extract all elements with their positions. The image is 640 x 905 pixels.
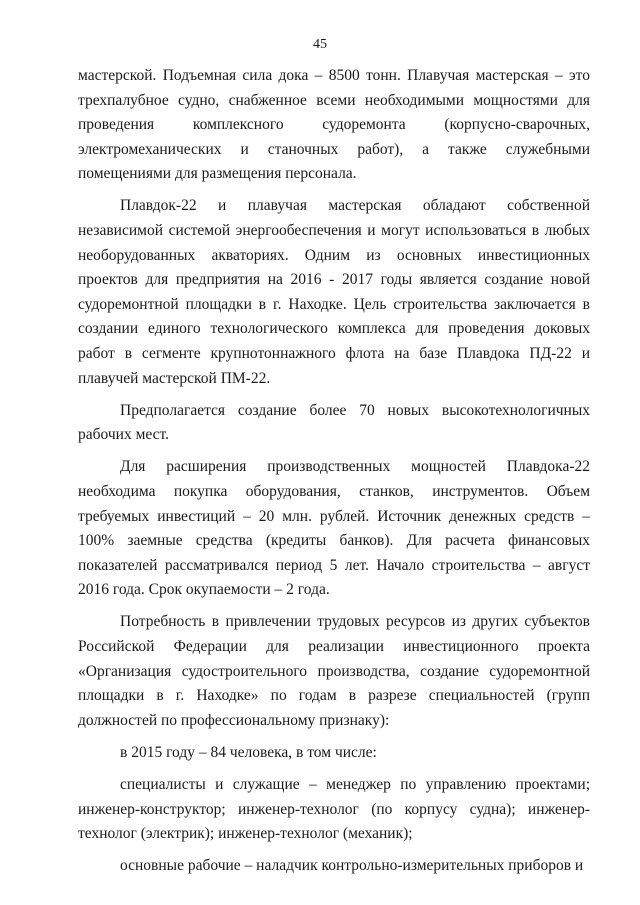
paragraph-year-2015: в 2015 году – 84 человека, в том числе: (120, 743, 377, 761)
paragraph-plavdok: Плавдок-22 и плавучая мастерская обладают собственной независимой системой энергообеспечения и могут использоваться в любых необорудованных акваториях. Одним из основных инвестиционных проектов для предприятия на 2016 - 2017 годы является создание новой судоремонтной площадки в г. Находке. Цель строительства заключается в создании единого технологического комплекса для проведения доковых работ в сегменте крупнотоннажного флота на базе Плавдока ПД-22 и плавучей мастерской ПМ-22. (78, 197, 590, 387)
paragraph-investment: Для расширения производственных мощностей Плавдока-22 необходима покупка оборудования, станков, инструментов. Объем требуемых инвестиций – 20 млн. рублей. Источник денежных средств – 100% заемные средства (кредиты банков). Для расчета финансовых показателей рассматривался период 5 лет. Начало строительства – август 2016 года. Срок окупаемости – 2 года. (78, 458, 590, 599)
paragraph-labor-needs: Потребность в привлечении трудовых ресурсов из других субъектов Российской Федерации для реализации инвестиционного проекта «Организация судостроительного производства, создание судоремонтной площадки в г. Находке» по годам в разрезе специальностей (групп должностей по профессиональному признаку): (78, 613, 590, 729)
page-number: 45 (313, 37, 327, 52)
document-body (78, 64, 590, 886)
paragraph-continuation: мастерской. Подъемная сила дока – 8500 тонн. Плавучая мастерская – это трехпалубное судно, снабженное всеми необходимыми мощностями для проведения комплексного судоремонта (корпусно-сварочных, электромеханических и станочных работ), а также служебными помещениями для размещения персонала. (78, 67, 590, 183)
paragraph-specialists: специалисты и служащие – менеджер по управлению проектами; инженер-конструктор; инженер-технолог (по корпусу судна); инженер-технолог (электрик); инженер-технолог (механик); (78, 776, 590, 843)
paragraph-workers: основные рабочие – наладчик контрольно-измерительных приборов и (120, 857, 584, 875)
paragraph-new-jobs: Предполагается создание более 70 новых высокотехнологичных рабочих мест. (78, 401, 590, 444)
